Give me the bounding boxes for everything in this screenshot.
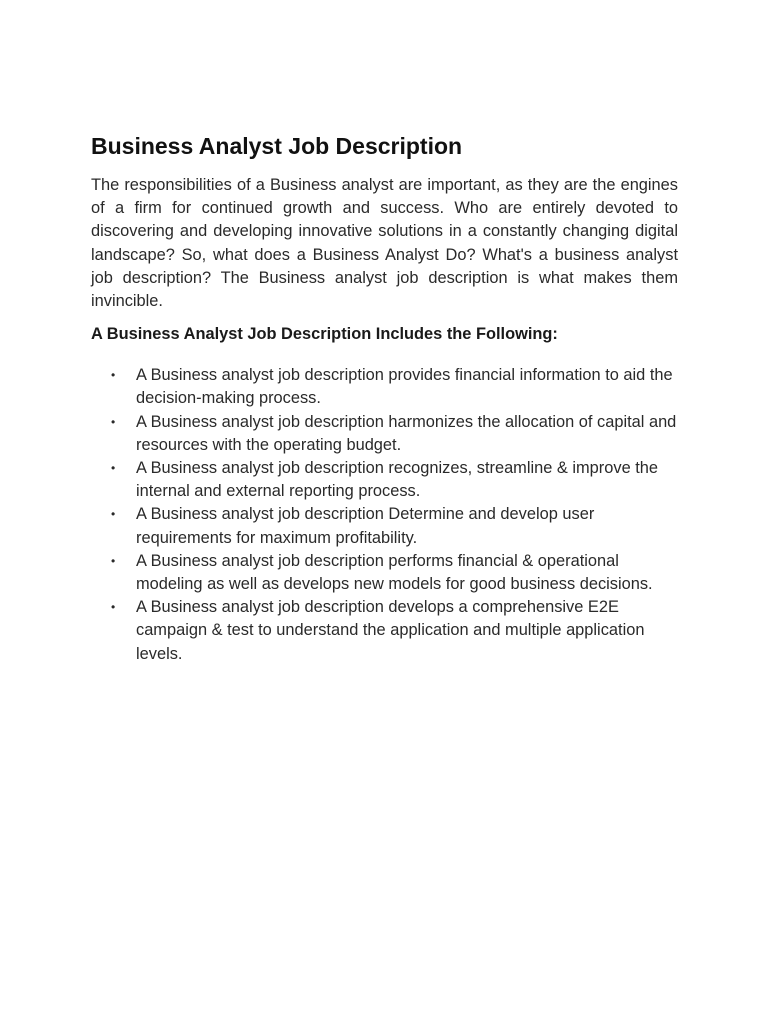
list-item-text: A Business analyst job description performs financial & operational modeling as well as develops new models for good business decisions. <box>136 551 653 594</box>
list-item-text: A Business analyst job description Determine and develop user requirements for maximum profitability. <box>136 505 595 547</box>
list-item <box>91 503 678 549</box>
bullet-icon: • <box>111 368 116 383</box>
list-item <box>91 457 678 503</box>
list-item-text: A Business analyst job description develops a comprehensive E2E campaign & test to understand the application and multiple application levels. <box>136 598 645 663</box>
list-item <box>91 364 678 410</box>
list-item-text: A Business analyst job description provides financial information to aid the decision-making process. <box>136 366 673 408</box>
list-item <box>91 550 678 596</box>
list-item-text: A Business analyst job description recognizes, streamline & improve the internal and external reporting process. <box>136 459 659 501</box>
intro-paragraph: The responsibilities of a Business analyst are important, as they are the engines of a firm for continued growth and success. Who are entirely devoted to discovering and developing innovative solutions in a constantly changing digital landscape? So, what does a Business Analyst Do? What's a business analyst job description? The Business analyst job description is what makes them invincible. <box>91 176 678 311</box>
bullet-icon: • <box>111 553 116 568</box>
list-item <box>91 596 678 666</box>
list-item <box>91 411 678 457</box>
document-title: Business Analyst Job Description <box>91 133 463 159</box>
bullet-icon: • <box>111 414 116 429</box>
section-subheading: A Business Analyst Job Description Includes the Following: <box>91 325 558 344</box>
list-item-text: A Business analyst job description harmonizes the allocation of capital and resources with the operating budget. <box>136 412 677 454</box>
bullet-icon: • <box>111 507 116 522</box>
bullet-icon: • <box>111 461 116 476</box>
responsibility-list <box>91 364 678 666</box>
bullet-icon: • <box>111 600 116 615</box>
